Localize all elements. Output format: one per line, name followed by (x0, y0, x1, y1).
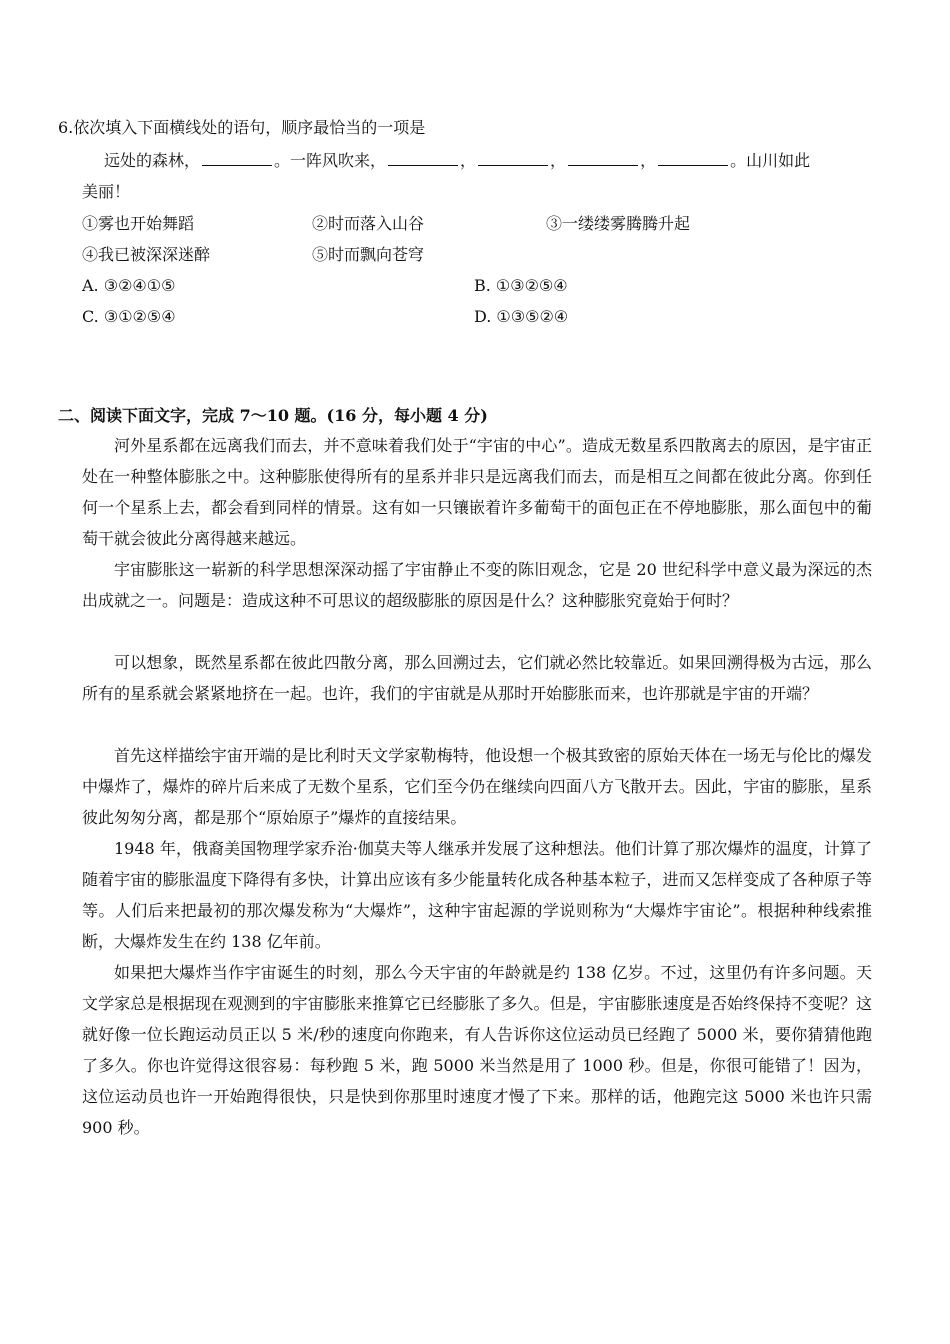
choice-d: D. ①③⑤②④ (474, 307, 569, 326)
question-6-title: 6.依次填入下面横线处的语句，顺序最恰当的一项是 (58, 118, 426, 137)
sentence-item-4: ④我已被深深迷醉 (82, 245, 211, 264)
fill-blank (568, 151, 638, 166)
stem-text: ， (460, 151, 477, 170)
sentence-item-5: ⑤时而飘向苍穹 (312, 245, 425, 264)
choice-c: C. ③①②⑤④ (82, 307, 176, 326)
passage-paragraph-5: 1948 年，俄裔美国物理学家乔治·伽莫夫等人继承并发展了这种想法。他们计算了那次爆炸的温度，计算了随着宇宙的膨胀温度下降得有多快，计算出应该有多少能量转化成各种基本粒子，进而又怎样变成了各种原子等等。人们后来把最初的那次爆发称为“大爆炸”，这种宇宙起源的学说则称为“大爆炸宇宙论”。根据种种线索推断，大爆炸发生在约 138 亿年前。 (82, 839, 872, 951)
passage-paragraph-6: 如果把大爆炸当作宇宙诞生的时刻，那么今天宇宙的年龄就是约 138 亿岁。不过，这里仍有许多问题。天文学家总是根据现在观测到的宇宙膨胀来推算它已经膨胀了多久。但是，宇宙膨胀速度是否始终保持不变呢？这就好像一位长跑运动员正以 5 米/秒的速度向你跑来，有人告诉你这位运动员已经跑了 5000 米，要你猜猜他跑了多久。你也许觉得这很容易：每秒跑 5 米，跑 5000 米当然是用了 1000 秒。但是，你很可能错了！因为，这位运动员也许一开始跑得很快，只是快到你那里时速度才慢了下来。那样的话，他跑完这 5000 米也许只需 900 秒。 (82, 963, 872, 1137)
choice-b: B. ①③②⑤④ (474, 276, 568, 295)
passage-paragraph-3: 可以想象，既然星系都在彼此四散分离，那么回溯过去，它们就必然比较靠近。如果回溯得极为古远，那么所有的星系就会紧紧地挤在一起。也许，我们的宇宙就是从那时开始膨胀而来，也许那就是宇宙的开端？ (82, 653, 872, 703)
stem-text: 。山川如此 (730, 151, 811, 170)
fill-blank (478, 151, 548, 166)
stem-text: ， (550, 151, 567, 170)
stem-text: 远处的森林， (104, 151, 201, 170)
question-6-stem (104, 151, 810, 171)
question-6-stem-end: 美丽！ (82, 182, 131, 201)
stem-text: ， (640, 151, 657, 170)
fill-blank (658, 151, 728, 166)
section-2-title: 二、阅读下面文字，完成 7～10 题。(16 分，每小题 4 分) (58, 406, 488, 425)
fill-blank (202, 151, 272, 166)
passage-paragraph-4: 首先这样描绘宇宙开端的是比利时天文学家勒梅特，他设想一个极其致密的原始天体在一场无与伦比的爆发中爆炸了，爆炸的碎片后来成了无数个星系，它们至今仍在继续向四面八方飞散开去。因此，宇宙的膨胀，星系彼此匆匆分离，都是那个“原始原子”爆炸的直接结果。 (82, 746, 872, 827)
sentence-item-2: ②时而落入山谷 (312, 214, 425, 233)
passage-paragraph-2: 宇宙膨胀这一崭新的科学思想深深动摇了宇宙静止不变的陈旧观念，它是 20 世纪科学中意义最为深远的杰出成就之一。问题是：造成这种不可思议的超级膨胀的原因是什么？这种膨胀究竟始于何时？ (82, 560, 872, 610)
sentence-item-3: ③一缕缕雾腾腾升起 (546, 214, 691, 233)
passage-paragraph-1: 河外星系都在远离我们而去，并不意味着我们处于“宇宙的中心”。造成无数星系四散离去的原因，是宇宙正处在一种整体膨胀之中。这种膨胀使得所有的星系并非只是远离我们而去，而是相互之间都在彼此分离。你到任何一个星系上去，都会看到同样的情景。这有如一只镶嵌着许多葡萄干的面包正在不停地膨胀，那么面包中的葡萄干就会彼此分离得越来越远。 (82, 436, 872, 548)
fill-blank (388, 151, 458, 166)
stem-text: 。一阵风吹来， (274, 151, 387, 170)
sentence-item-1: ①雾也开始舞蹈 (82, 214, 195, 233)
choice-a: A. ③②④①⑤ (82, 276, 176, 295)
